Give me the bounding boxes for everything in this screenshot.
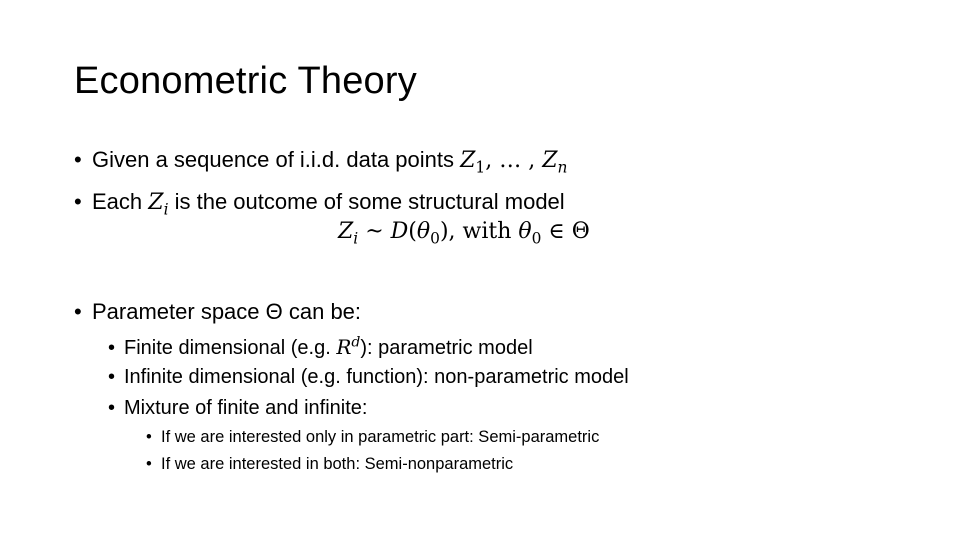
bullet-parameter-space xyxy=(74,299,361,325)
math-z1: $Z_1$ xyxy=(460,148,486,177)
bullet-text: is the outcome of some structural model xyxy=(168,189,565,214)
bullet-dot: • xyxy=(108,366,116,388)
math-zn: $Z_n$ xyxy=(542,148,568,177)
bullet-dot: • xyxy=(108,397,116,419)
model-formula: $Z_i$ ~ $D(\theta_0)$, with $\theta_0$ ∈ Θ xyxy=(338,219,590,248)
math-ellipsis: , … , xyxy=(485,148,543,173)
bullet-dot: • xyxy=(74,189,82,214)
sub-sub-bullet-semi-nonparametric: • If we are interested in both: Semi-nonparametric xyxy=(146,455,514,473)
sub-bullet-finite: • Finite dimensional (e.g. $R^d$): parametric model xyxy=(108,334,533,359)
math-rd: $R^d$ xyxy=(336,334,361,359)
bullet-structural-model xyxy=(74,189,565,219)
bullet-dot: • xyxy=(74,299,82,324)
bullet-text: Each xyxy=(92,189,149,214)
bullet-dot: • xyxy=(146,455,152,473)
bullet-text: Given a sequence of i.i.d. data points xyxy=(92,147,461,172)
bullet-dot: • xyxy=(108,337,116,359)
sub-bullet-mixture: • Mixture of finite and infinite: xyxy=(108,397,368,419)
bullet-data-points xyxy=(74,147,568,177)
sub-sub-bullet-semi-parametric: • If we are interested only in parametric part: Semi-parametric xyxy=(146,428,600,446)
bullet-dot: • xyxy=(146,428,152,446)
math-zi: $Z_i$ xyxy=(148,190,169,219)
sub-bullet-infinite: • Infinite dimensional (e.g. function): non-parametric model xyxy=(108,366,629,388)
bullet-text: Parameter space Θ can be: xyxy=(92,299,362,324)
bullet-dot: • xyxy=(74,147,82,172)
slide-title: Econometric Theory xyxy=(74,60,417,102)
